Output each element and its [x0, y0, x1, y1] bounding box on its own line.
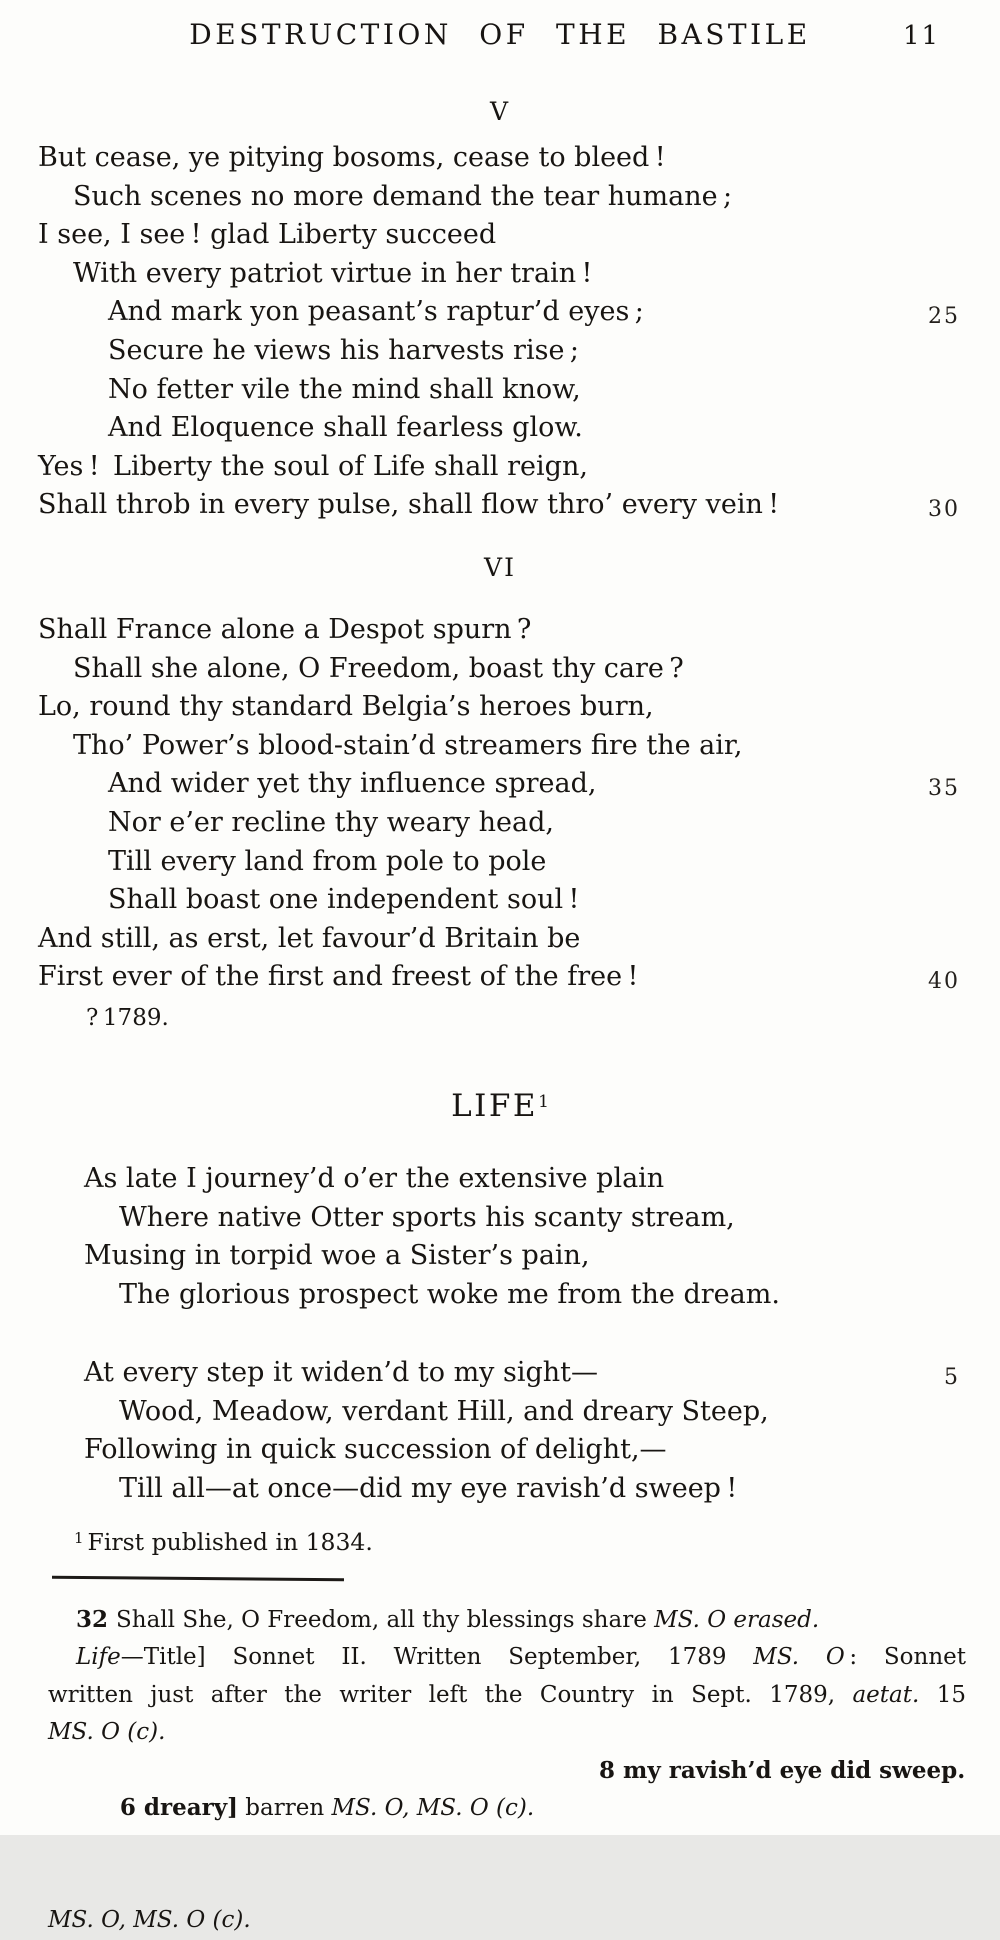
- footnote-reference-marker: 1: [538, 1092, 549, 1112]
- life-stanza-1: [84, 1160, 962, 1314]
- poem-line: Secure he views his harvests rise ;: [108, 334, 579, 366]
- poem-line: First ever of the first and freest of the free ! 40: [38, 958, 962, 997]
- footnote-text: First published in 1834.: [87, 1528, 373, 1556]
- poem-line: Till every land from pole to pole: [108, 845, 547, 877]
- poem-line: And still, as erst, let favour’d Britain be: [38, 922, 581, 954]
- marginal-line-number: 5: [944, 1365, 960, 1390]
- marginal-line-number: 35: [928, 776, 960, 802]
- footnote-divider-rule: [52, 1576, 344, 1582]
- poem-line: Musing in torpid woe a Sister’s pain,: [84, 1240, 590, 1272]
- apparatus-note-line: Life—Title] Sonnet II. Written September, 1789 MS. O : Sonnet: [76, 1644, 966, 1671]
- poem-line: As late I journey’d o’er the extensive plain: [84, 1163, 665, 1194]
- stanza-v: [38, 139, 962, 525]
- apparatus-note-line: MS. O (c).: [48, 1719, 166, 1746]
- apparatus-note-line: MS. O, MS. O (c).: [48, 1907, 251, 1934]
- page-number: 11: [903, 21, 941, 51]
- poem-line: At every step it widen’d to my sight— 5: [84, 1354, 962, 1393]
- poem-line: Wood, Meadow, verdant Hill, and dreary Steep,: [119, 1395, 769, 1427]
- poem-line: Shall France alone a Despot spurn ?: [38, 614, 532, 645]
- poem-line: Where native Otter sports his scanty stream,: [119, 1201, 735, 1233]
- apparatus-note-line: [48, 1752, 966, 1903]
- poem-line: The glorious prospect woke me from the dream.: [119, 1278, 780, 1310]
- poem-line: Tho’ Power’s blood-stain’d streamers fire the air,: [73, 729, 743, 761]
- section-heading-v: V: [489, 97, 511, 126]
- marginal-line-number: 25: [928, 304, 960, 330]
- poem-line: And Eloquence shall fearless glow.: [108, 412, 583, 444]
- poem-line: Till all—at once—did my eye ravish’d sweep !: [119, 1472, 738, 1504]
- poem-line: I see, I see ! glad Liberty succeed: [38, 219, 497, 251]
- apparatus-entry: 8 my ravish’d eye did sweep.: [599, 1756, 966, 1784]
- apparatus-note-line: written just after the writer left the Country in Sept. 1789, aetat. 15: [48, 1681, 966, 1708]
- poem-line: Lo, round thy standard Belgia’s heroes burn,: [38, 691, 654, 723]
- textual-apparatus: [48, 1601, 966, 1940]
- apparatus-entry: 6 dreary] barren MS. O, MS. O (c).: [119, 1794, 535, 1822]
- poem-line: Such scenes no more demand the tear humane ;: [73, 180, 733, 212]
- poem-title-text: LIFE: [451, 1088, 539, 1124]
- stanza-vi: [38, 611, 962, 1038]
- poem-line: Nor e’er recline thy weary head,: [108, 806, 554, 838]
- poem-line: Shall boast one independent soul !: [108, 884, 580, 916]
- poem-title-life: [38, 1088, 962, 1124]
- poem-line: Shall throb in every pulse, shall flow thro’ every vein ! 30: [38, 486, 962, 525]
- life-stanza-2: [84, 1354, 962, 1508]
- marginal-line-number: 40: [928, 969, 960, 995]
- marginal-line-number: 30: [928, 497, 960, 523]
- apparatus-note-line: 32 Shall She, O Freedom, all thy blessings share MS. O erased.: [76, 1606, 820, 1633]
- poem-line: Following in quick succession of delight,—: [84, 1434, 667, 1466]
- poem-line: Shall she alone, O Freedom, boast thy care ?: [73, 652, 684, 684]
- poem-line: No fetter vile the mind shall know,: [108, 373, 581, 405]
- poem-line: And wider yet thy influence spread, 35: [38, 765, 962, 804]
- footnote: [74, 1528, 373, 1556]
- running-header: [0, 18, 1000, 51]
- header-title: DESTRUCTION OF THE BASTILE: [189, 18, 811, 51]
- section-heading-vi: VI: [484, 553, 516, 582]
- poem-line: With every patriot virtue in her train !: [73, 257, 593, 289]
- footnote-marker: 1: [74, 1529, 84, 1547]
- poem-line: And mark yon peasant’s raptur’d eyes ; 25: [38, 293, 962, 332]
- poem-line: Yes ! Liberty the soul of Life shall reign,: [38, 450, 588, 482]
- poem-dateline: ? 1789.: [86, 1004, 169, 1031]
- poem-line: But cease, ye pitying bosoms, cease to bleed !: [38, 142, 666, 173]
